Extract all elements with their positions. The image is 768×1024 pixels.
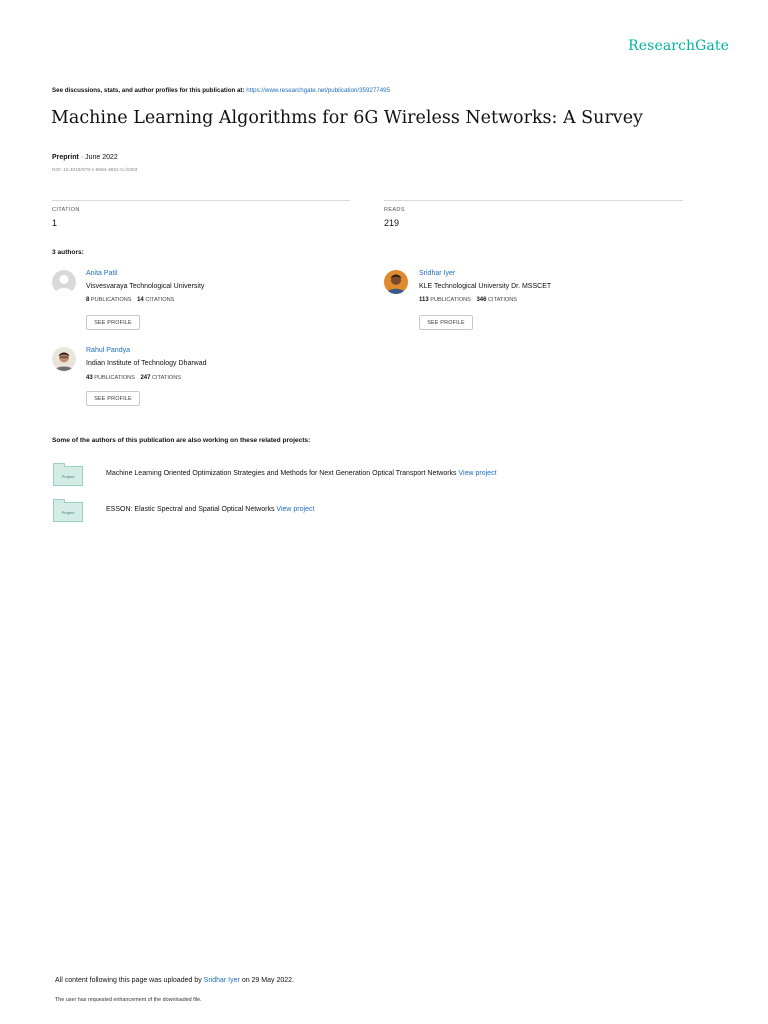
- publications-count: 8: [86, 297, 90, 303]
- author-institution: KLE Technological University Dr. MSSCET: [419, 283, 552, 290]
- author-name-link[interactable]: Sridhar Iyer: [419, 270, 456, 277]
- avatar-photo[interactable]: [384, 270, 408, 294]
- project-folder-icon: [53, 466, 83, 486]
- see-profile-button[interactable]: SEE PROFILE: [419, 315, 473, 330]
- project-item: [106, 506, 314, 513]
- publication-meta: [52, 154, 118, 161]
- publication-url-link[interactable]: https://www.researchgate.net/publication/359277495: [246, 87, 391, 94]
- citation-divider: [52, 200, 350, 201]
- see-profile-button[interactable]: SEE PROFILE: [86, 391, 140, 406]
- publications-count: 113: [419, 297, 429, 303]
- citation-label: CITATION: [52, 207, 80, 213]
- author-institution: Visvesvaraya Technological University: [86, 283, 205, 290]
- upload-info: [55, 977, 294, 984]
- project-title: Machine Learning Oriented Optimization Strategies and Methods for Next Generation Optical Transport Networks: [106, 470, 457, 477]
- citations-count: 346: [476, 297, 487, 303]
- citations-count: 14: [137, 297, 144, 303]
- publications-label: PUBLICATIONS: [94, 375, 135, 381]
- see-profile-button[interactable]: SEE PROFILE: [86, 315, 140, 330]
- see-discussions-line: [52, 87, 390, 94]
- publication-title: Machine Learning Algorithms for 6G Wireless Networks: A Survey: [51, 108, 643, 128]
- citations-label: CITATIONS: [488, 297, 518, 303]
- project-icon-label: Project: [61, 473, 75, 479]
- publications-label: PUBLICATIONS: [90, 297, 132, 303]
- citations-label: CITATIONS: [145, 297, 175, 303]
- uploader-link[interactable]: Sridhar Iyer: [203, 977, 240, 984]
- avatar-photo[interactable]: [52, 347, 76, 371]
- publication-date: June 2022: [85, 154, 118, 161]
- author-institution: Indian Institute of Technology Dharwad: [86, 360, 207, 367]
- citation-count: 1: [52, 218, 58, 228]
- publication-type: Preprint: [52, 154, 79, 161]
- citations-label: CITATIONS: [152, 375, 182, 381]
- publications-label: PUBLICATIONS: [430, 297, 471, 303]
- researchgate-logo[interactable]: ResearchGate: [628, 38, 729, 54]
- citations-count: 247: [140, 375, 151, 381]
- author-stats: [86, 375, 185, 381]
- upload-date: on 29 May 2022.: [241, 977, 294, 984]
- author-stats: [419, 297, 521, 303]
- see-discussions-text: See discussions, stats, and author profiles for this publication at:: [52, 87, 245, 94]
- publication-doi: DOI: 10.4018/978-1-6684-3921-0.ch003: [52, 168, 138, 173]
- avatar-default-icon[interactable]: [52, 270, 76, 294]
- reads-divider: [384, 200, 683, 201]
- related-projects-heading: Some of the authors of this publication are also working on these related projects:: [52, 437, 311, 444]
- author-stats: [86, 297, 178, 303]
- reads-label: READS: [384, 207, 405, 213]
- view-project-link[interactable]: View project: [458, 470, 497, 477]
- project-icon-label: Project: [61, 509, 75, 515]
- project-title: ESSON: Elastic Spectral and Spatial Optical Networks: [106, 506, 275, 513]
- view-project-link[interactable]: View project: [276, 506, 315, 513]
- project-folder-icon: [53, 502, 83, 522]
- authors-heading: 3 authors:: [52, 249, 84, 256]
- publications-count: 43: [86, 375, 93, 381]
- meta-separator: ·: [80, 154, 86, 161]
- author-name-link[interactable]: Anita Patil: [86, 270, 118, 277]
- author-name-link[interactable]: Rahul Pandya: [86, 347, 130, 354]
- upload-prefix: All content following this page was uploaded by: [55, 977, 202, 984]
- enhancement-note: The user has requested enhancement of the downloaded file.: [55, 997, 202, 1003]
- reads-count: 219: [384, 218, 400, 228]
- project-item: [106, 470, 497, 477]
